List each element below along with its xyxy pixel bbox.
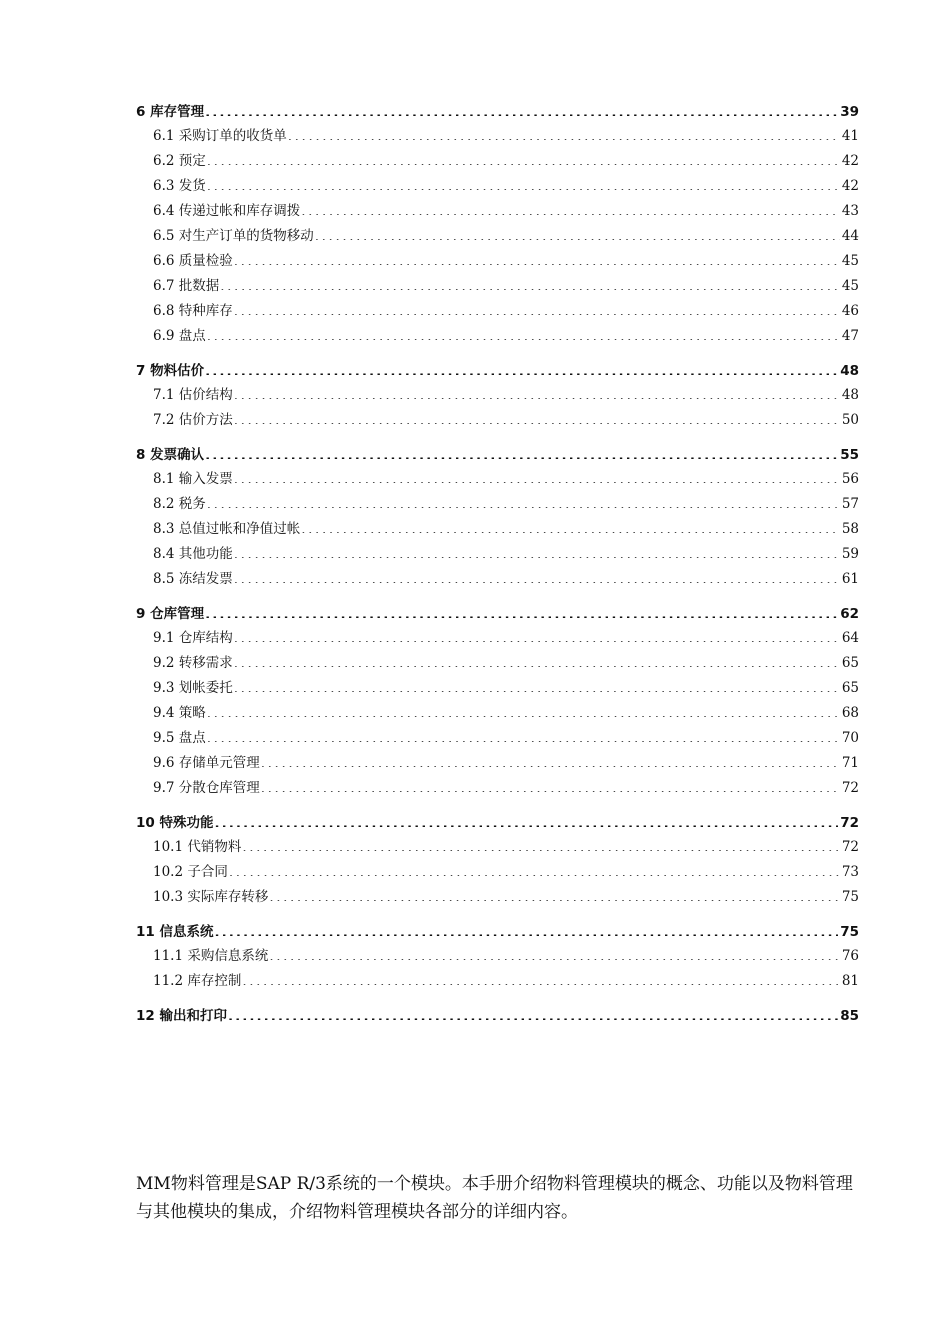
toc-page-number: 72 bbox=[841, 780, 859, 796]
toc-dot-leader bbox=[220, 277, 840, 291]
toc-section-title: 10.1 代销物料 bbox=[153, 839, 242, 855]
toc-page-number: 45 bbox=[841, 253, 859, 269]
toc-dot-leader bbox=[229, 863, 840, 877]
toc-section-title: 6.4 传递过帐和库存调拨 bbox=[153, 203, 301, 219]
toc-page-number: 41 bbox=[841, 128, 859, 144]
toc-chapter-title: 6 库存管理 bbox=[136, 104, 205, 120]
toc-chapter-title: 8 发票确认 bbox=[136, 447, 205, 463]
toc-dot-leader bbox=[234, 411, 840, 425]
toc-section[interactable] bbox=[136, 651, 859, 676]
toc-section[interactable] bbox=[136, 467, 859, 492]
toc-section[interactable] bbox=[136, 274, 859, 299]
toc-dot-leader bbox=[234, 629, 840, 643]
intro-paragraph: MM物料管理是SAP R/3系统的一个模块。本手册介绍物料管理模块的概念、功能以及物料管理与其他模块的集成，介绍物料管理模块各部分的详细内容。 bbox=[136, 1174, 853, 1222]
toc-dot-leader bbox=[234, 679, 840, 693]
toc-page-number: 50 bbox=[841, 412, 859, 428]
toc-dot-leader bbox=[228, 1007, 838, 1021]
toc-section-title: 9.5 盘点 bbox=[153, 730, 206, 746]
toc-section-title: 8.4 其他功能 bbox=[153, 546, 233, 562]
toc-section-title: 6.1 采购订单的收货单 bbox=[153, 128, 287, 144]
toc-chapter-title: 10 特殊功能 bbox=[136, 815, 214, 831]
toc-page-number: 56 bbox=[841, 471, 859, 487]
toc-section-title: 6.3 发货 bbox=[153, 178, 206, 194]
toc-chapter-7[interactable] bbox=[136, 359, 859, 383]
toc-page-number: 47 bbox=[841, 328, 859, 344]
toc-page-number: 70 bbox=[841, 730, 859, 746]
toc-dot-leader bbox=[315, 227, 840, 241]
toc-section-title: 6.5 对生产订单的货物移动 bbox=[153, 228, 314, 244]
toc-section-title: 7.2 估价方法 bbox=[153, 412, 233, 428]
toc-section[interactable] bbox=[136, 542, 859, 567]
toc-chapter-12[interactable] bbox=[136, 1004, 859, 1028]
toc-dot-leader bbox=[242, 972, 839, 986]
toc-dot-leader bbox=[205, 362, 838, 376]
toc-chapter-title: 9 仓库管理 bbox=[136, 606, 205, 622]
toc-section[interactable] bbox=[136, 776, 859, 801]
toc-section-title: 6.8 特种库存 bbox=[153, 303, 233, 319]
toc-chapter-title: 12 输出和打印 bbox=[136, 1008, 227, 1024]
toc-page-number: 46 bbox=[841, 303, 859, 319]
toc-section-title: 8.5 冻结发票 bbox=[153, 571, 233, 587]
toc-dot-leader bbox=[205, 605, 838, 619]
toc-section-title: 9.6 存储单元管理 bbox=[153, 755, 260, 771]
toc-page-number: 68 bbox=[841, 705, 859, 721]
toc-section[interactable] bbox=[136, 626, 859, 651]
toc-dot-leader bbox=[207, 729, 840, 743]
toc-dot-leader bbox=[269, 888, 839, 902]
toc-section[interactable] bbox=[136, 885, 859, 910]
toc-section[interactable] bbox=[136, 249, 859, 274]
toc-dot-leader bbox=[215, 923, 839, 937]
toc-section-title: 9.3 划帐委托 bbox=[153, 680, 233, 696]
toc-dot-leader bbox=[234, 654, 840, 668]
toc-chapter-title: 11 信息系统 bbox=[136, 924, 214, 940]
toc-section[interactable] bbox=[136, 149, 859, 174]
toc-section[interactable] bbox=[136, 701, 859, 726]
toc-dot-leader bbox=[242, 838, 839, 852]
toc-page-number: 76 bbox=[841, 948, 859, 964]
toc-section-title: 8.3 总值过帐和净值过帐 bbox=[153, 521, 301, 537]
toc-section-title: 9.4 策略 bbox=[153, 705, 206, 721]
toc-dot-leader bbox=[205, 446, 838, 460]
toc-dot-leader bbox=[207, 327, 840, 341]
toc-page-number: 64 bbox=[841, 630, 859, 646]
toc-section-title: 9.7 分散仓库管理 bbox=[153, 780, 260, 796]
toc-dot-leader bbox=[261, 754, 840, 768]
toc-section-title: 9.2 转移需求 bbox=[153, 655, 233, 671]
toc-page-number: 61 bbox=[841, 571, 859, 587]
toc-section[interactable] bbox=[136, 944, 859, 969]
toc-dot-leader bbox=[207, 704, 840, 718]
toc-dot-leader bbox=[301, 202, 840, 216]
toc-section[interactable] bbox=[136, 517, 859, 542]
toc-page-number: 72 bbox=[840, 815, 859, 831]
toc-chapter-9[interactable] bbox=[136, 602, 859, 626]
toc-page-number: 42 bbox=[841, 153, 859, 169]
toc-page-number: 39 bbox=[840, 104, 859, 120]
toc-section-title: 6.9 盘点 bbox=[153, 328, 206, 344]
toc-section-title: 11.1 采购信息系统 bbox=[153, 948, 269, 964]
toc-section-title: 7.1 估价结构 bbox=[153, 387, 233, 403]
toc-dot-leader bbox=[234, 386, 840, 400]
toc-page-number: 73 bbox=[841, 864, 859, 880]
toc-section-title: 6.7 批数据 bbox=[153, 278, 220, 294]
toc-section[interactable] bbox=[136, 324, 859, 349]
toc-page-number: 58 bbox=[841, 521, 859, 537]
toc-section-title: 6.2 预定 bbox=[153, 153, 206, 169]
toc-dot-leader bbox=[261, 779, 840, 793]
toc-dot-leader bbox=[207, 152, 840, 166]
toc-section[interactable] bbox=[136, 492, 859, 517]
toc-chapter-title: 7 物料估价 bbox=[136, 363, 205, 379]
toc-page-number: 42 bbox=[841, 178, 859, 194]
toc-page-number: 65 bbox=[841, 680, 859, 696]
toc-chapter-11[interactable] bbox=[136, 920, 859, 944]
toc-section[interactable] bbox=[136, 299, 859, 324]
toc-section-title: 6.6 质量检验 bbox=[153, 253, 233, 269]
toc-section[interactable] bbox=[136, 860, 859, 885]
toc-section[interactable] bbox=[136, 124, 859, 149]
toc-page-number: 71 bbox=[841, 755, 859, 771]
toc-section[interactable] bbox=[136, 199, 859, 224]
toc-page-number: 48 bbox=[841, 387, 859, 403]
toc-section[interactable] bbox=[136, 751, 859, 776]
toc-section-title: 8.1 输入发票 bbox=[153, 471, 233, 487]
toc-page-number: 85 bbox=[840, 1008, 859, 1024]
toc-page-number: 65 bbox=[841, 655, 859, 671]
table-of-contents bbox=[136, 100, 859, 1028]
toc-dot-leader bbox=[301, 520, 840, 534]
toc-page-number: 45 bbox=[841, 278, 859, 294]
toc-section[interactable] bbox=[136, 383, 859, 408]
toc-dot-leader bbox=[215, 814, 839, 828]
toc-chapter-8[interactable] bbox=[136, 443, 859, 467]
toc-dot-leader bbox=[234, 252, 840, 266]
toc-dot-leader bbox=[207, 495, 840, 509]
toc-dot-leader bbox=[234, 545, 840, 559]
toc-page-number: 62 bbox=[840, 606, 859, 622]
toc-page-number: 57 bbox=[841, 496, 859, 512]
toc-page-number: 75 bbox=[840, 924, 859, 940]
toc-section-title: 10.3 实际库存转移 bbox=[153, 889, 269, 905]
toc-section[interactable] bbox=[136, 224, 859, 249]
toc-section[interactable] bbox=[136, 676, 859, 701]
toc-page-number: 43 bbox=[841, 203, 859, 219]
toc-section-title: 9.1 仓库结构 bbox=[153, 630, 233, 646]
toc-page-number: 72 bbox=[841, 839, 859, 855]
toc-section[interactable] bbox=[136, 408, 859, 433]
toc-dot-leader bbox=[234, 470, 840, 484]
toc-dot-leader bbox=[269, 947, 839, 961]
toc-section[interactable] bbox=[136, 835, 859, 860]
toc-page-number: 44 bbox=[841, 228, 859, 244]
toc-page-number: 48 bbox=[840, 363, 859, 379]
toc-page-number: 81 bbox=[841, 973, 859, 989]
toc-section[interactable] bbox=[136, 174, 859, 199]
toc-section-title: 11.2 库存控制 bbox=[153, 973, 242, 989]
toc-section[interactable] bbox=[136, 567, 859, 592]
toc-dot-leader bbox=[234, 302, 840, 316]
toc-dot-leader bbox=[207, 177, 840, 191]
toc-chapter-6[interactable] bbox=[136, 100, 859, 124]
toc-chapter-10[interactable] bbox=[136, 811, 859, 835]
toc-page-number: 55 bbox=[840, 447, 859, 463]
toc-dot-leader bbox=[288, 127, 840, 141]
toc-page-number: 59 bbox=[841, 546, 859, 562]
toc-section[interactable] bbox=[136, 969, 859, 994]
toc-section-title: 10.2 子合同 bbox=[153, 864, 228, 880]
toc-section[interactable] bbox=[136, 726, 859, 751]
toc-dot-leader bbox=[205, 103, 838, 117]
toc-page-number: 75 bbox=[841, 889, 859, 905]
toc-dot-leader bbox=[234, 570, 840, 584]
toc-section-title: 8.2 税务 bbox=[153, 496, 206, 512]
